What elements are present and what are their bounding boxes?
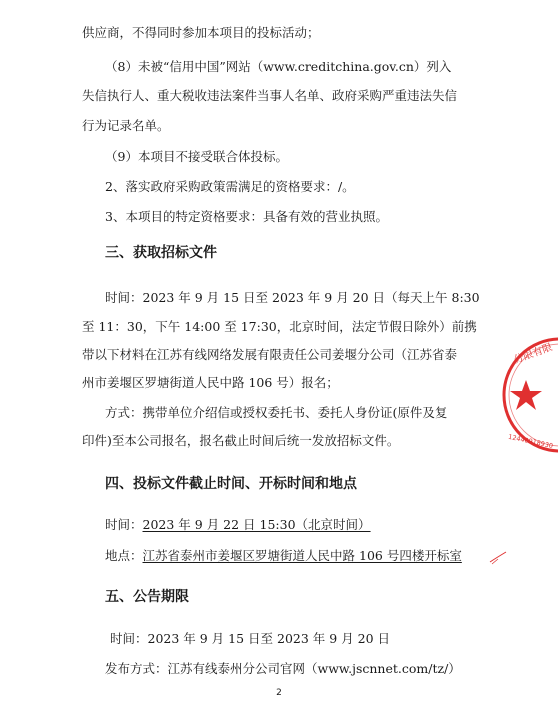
text-line: 3、本项目的特定资格要求：具备有效的营业执照。 — [105, 209, 388, 224]
text-line: （8）未被“信用中国”网站（www.creditchina.gov.cn）列入 — [105, 59, 452, 74]
text-line: 2、落实政府采购政策需满足的资格要求：/。 — [105, 179, 355, 194]
text-line: （9）本项目不接受联合体投标。 — [105, 149, 288, 164]
section-heading: 五、公告期限 — [105, 589, 189, 605]
svg-text:12440918930: 12440918930 — [507, 432, 554, 451]
place-label: 地点： — [105, 548, 143, 563]
section-heading: 三、获取招标文件 — [105, 245, 217, 261]
page-number: 2 — [276, 688, 282, 698]
text-line: 州市姜堰区罗塘街道人民中路 106 号）报名； — [82, 375, 339, 390]
company-seal-icon — [494, 330, 558, 460]
text-line: 印件)至本公司报名，报名截止时间后统一发放招标文件。 — [82, 433, 400, 448]
text-line: 时间：2023 年 9 月 15 日至 2023 年 9 月 20 日 — [110, 631, 391, 646]
text-line: 行为记录名单。 — [82, 118, 170, 133]
text-line: 带以下材料在江苏有线网络发展有限责任公司姜堰分公司（江苏省泰 — [82, 347, 458, 362]
pen-mark-icon — [488, 548, 508, 568]
section-heading: 四、投标文件截止时间、开标时间和地点 — [105, 476, 357, 492]
text-line: 时间：2023 年 9 月 15 日至 2023 年 9 月 20 日（每天上午 8:30 — [105, 290, 480, 305]
svg-text:分限有限: 分限有限 — [512, 342, 554, 367]
text-line: 方式：携带单位介绍信或授权委托书、委托人身份证(原件及复 — [105, 405, 448, 420]
time-value: 2023 年 9 月 22 日 15:30（北京时间） — [142, 517, 371, 532]
place-value: 江苏省泰州市姜堰区罗塘街道人民中路 106 号四楼开标室 — [142, 548, 462, 563]
text-line: 发布方式：江苏有线泰州分公司官网（www.jscnnet.com/tz/） — [105, 661, 461, 676]
text-line — [105, 517, 505, 533]
text-line: 至 11：30，下午 14:00 至 17:30，北京时间，法定节假日除外）前携 — [82, 319, 477, 334]
text-line — [105, 548, 505, 564]
time-label: 时间： — [105, 517, 143, 532]
text-line: 失信执行人、重大税收违法案件当事人名单、政府采购严重违法失信 — [82, 88, 458, 103]
text-line: 供应商，不得同时参加本项目的投标活动； — [82, 25, 320, 40]
